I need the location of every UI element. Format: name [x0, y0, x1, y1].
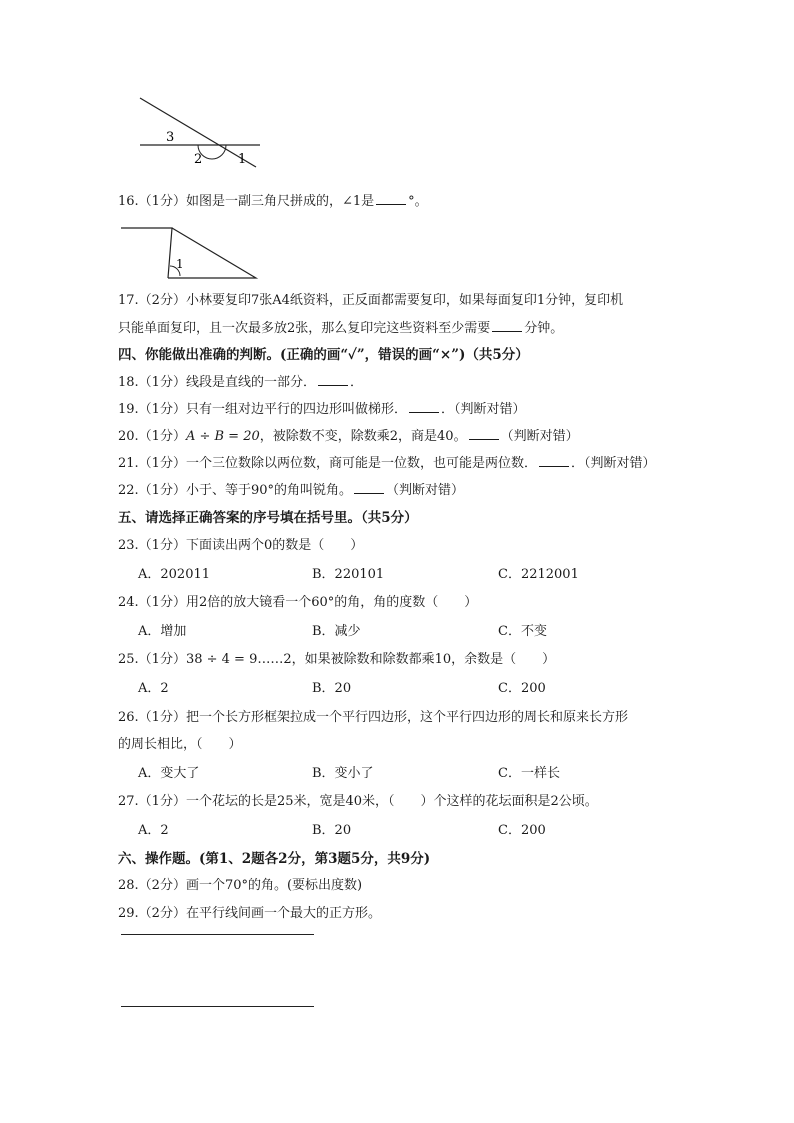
q18-text: 18.（1分）线段是直线的一部分． ．: [118, 375, 363, 390]
q23-option-a[interactable]: A．202011: [138, 567, 211, 582]
q25-option-a[interactable]: A．2: [138, 681, 169, 696]
triangle-left: [121, 228, 172, 278]
q22-blank[interactable]: [354, 481, 384, 494]
section-5-heading: 五、请选择正确答案的序号填在括号里。（共5分）: [118, 510, 418, 526]
q21-text: 21.（1分）一个三位数除以两位数，商可能是一位数，也可能是两位数． ．（判断对错）: [118, 456, 656, 471]
q17-line2: 只能单面复印，且一次最多放2张，那么复印完这些资料至少需要 分钟。: [118, 321, 564, 336]
q26-line1: 26.（1分）把一个长方形框架拉成一个平行四边形，这个平行四边形的周长和原来长方形: [118, 710, 628, 725]
angle-label-3: 3: [166, 130, 175, 145]
q27-option-a[interactable]: A．2: [138, 823, 169, 838]
q25-stem: 25.（1分）38 ÷ 4 = 9……2，如果被除数和除数都乘10，余数是（ ）: [118, 652, 556, 667]
q22-text: 22.（1分）小于、等于90°的角叫锐角。 （判断对错）: [118, 483, 465, 498]
parallel-line-bottom: [121, 1006, 314, 1007]
q23-stem: 23.（1分）下面读出两个0的数是（ ）: [118, 538, 364, 553]
q26-option-b[interactable]: B．变小了: [312, 766, 374, 781]
q28-text: 28.（2分）画一个70°的角。(要标出度数): [118, 878, 363, 893]
q26-option-a[interactable]: A．变大了: [138, 766, 200, 781]
q25-option-c[interactable]: C．200: [498, 681, 546, 696]
q27-option-c[interactable]: C．200: [498, 823, 546, 838]
q23-option-b[interactable]: B．220101: [312, 567, 385, 582]
q21-blank[interactable]: [539, 454, 569, 467]
parallel-line-top: [121, 934, 314, 935]
q18-blank[interactable]: [318, 373, 348, 386]
q24-option-a[interactable]: A．增加: [138, 624, 187, 639]
q23-option-c[interactable]: C．2212001: [498, 567, 579, 582]
q20-blank[interactable]: [469, 427, 499, 440]
q24-option-b[interactable]: B．减少: [312, 624, 361, 639]
q24-option-c[interactable]: C．不变: [498, 624, 547, 639]
q20-text: 20.（1分）A ÷ B = 20，被除数不变，除数乘2，商是40。 （判断对错）: [118, 429, 579, 444]
q16-text: 16.（1分）如图是一副三角尺拼成的，∠1是 °。: [118, 194, 428, 209]
q26-line2: 的周长相比，（ ）: [118, 737, 242, 752]
angle-label-1: 1: [238, 152, 247, 167]
figure-set-squares: [118, 224, 268, 284]
q25-option-b[interactable]: B．20: [312, 681, 352, 696]
angle-label-1: 1: [176, 257, 184, 271]
q26-option-c[interactable]: C．一样长: [498, 766, 560, 781]
q29-text: 29.（2分）在平行线间画一个最大的正方形。: [118, 906, 381, 921]
q27-stem: 27.（1分）一个花坛的长是25米，宽是40米，（ ）个这样的花坛面积是2公顷。: [118, 794, 598, 809]
q27-option-b[interactable]: B．20: [312, 823, 352, 838]
section-4-heading: 四、你能做出准确的判断。(正确的画“✓”，错误的画“×”)（共5分）: [118, 347, 529, 363]
figure-intersecting-lines: [130, 92, 270, 170]
q17-blank[interactable]: [492, 319, 522, 332]
q24-stem: 24.（1分）用2倍的放大镜看一个60°的角，角的度数（ ）: [118, 595, 478, 610]
q19-text: 19.（1分）只有一组对边平行的四边形叫做梯形． ．（判断对错）: [118, 402, 526, 417]
section-6-heading: 六、操作题。(第1、2题各2分，第3题5分，共9分): [118, 851, 431, 867]
q17-line1: 17.（2分）小林要复印7张A4纸资料，正反面都需要复印，如果每面复印1分钟，复印机: [118, 293, 624, 308]
q19-blank[interactable]: [409, 400, 439, 413]
q16-blank[interactable]: [376, 192, 406, 205]
angle-label-2: 2: [194, 152, 203, 167]
